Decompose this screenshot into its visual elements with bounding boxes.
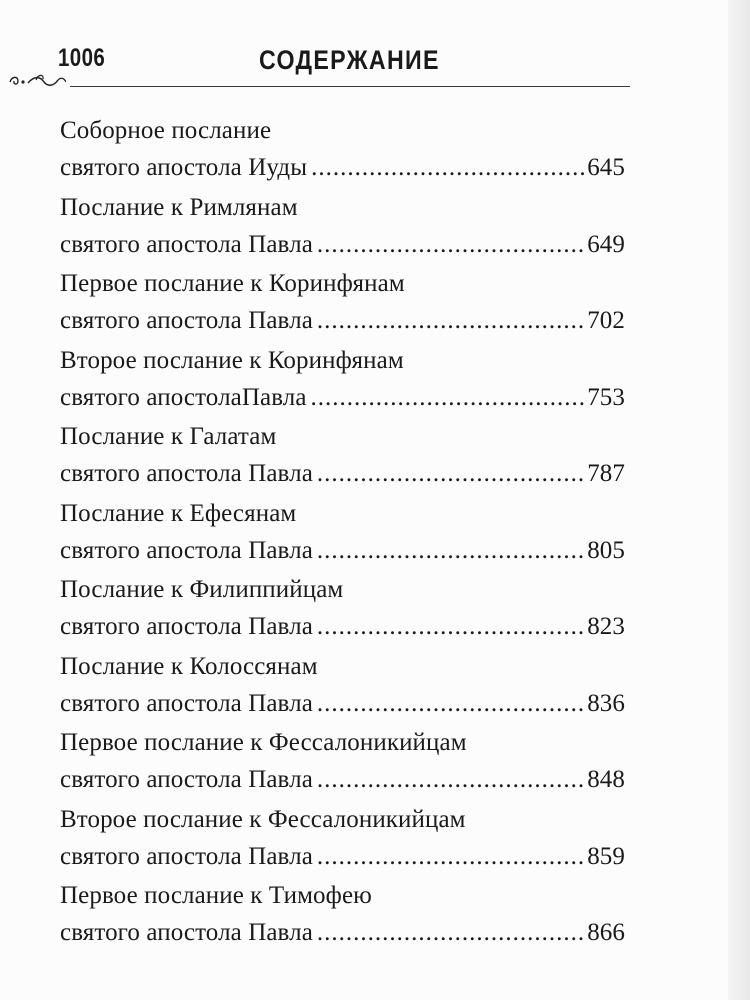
flourish-ornament-icon bbox=[6, 70, 66, 90]
toc-entry-subtitle: святого апостола Павла bbox=[60, 613, 313, 640]
toc-entry-page-number: 805 bbox=[587, 536, 625, 564]
dot-leader bbox=[317, 838, 585, 875]
toc-entry-title: Послание к Филиппийцам bbox=[60, 576, 344, 603]
toc-entry bbox=[60, 418, 625, 495]
toc-entry-title: Первое послание к Фессалоникийцам bbox=[60, 729, 467, 756]
toc-entry bbox=[60, 801, 625, 878]
toc-entry-line bbox=[60, 685, 625, 722]
dot-leader bbox=[317, 532, 585, 569]
toc-entry-line bbox=[60, 532, 625, 569]
page-header bbox=[0, 0, 750, 100]
toc-entry-page-number: 753 bbox=[587, 383, 625, 411]
dot-leader bbox=[317, 302, 585, 339]
toc-entry-subtitle: святого апостола Иуды bbox=[60, 154, 308, 181]
toc-entry-line bbox=[60, 608, 625, 645]
page-number: 1006 bbox=[58, 44, 106, 72]
toc-entry-line bbox=[60, 149, 625, 186]
toc-entry-page-number: 866 bbox=[587, 919, 625, 946]
dot-leader bbox=[311, 379, 586, 416]
toc-entry-line bbox=[60, 379, 625, 416]
toc-entry bbox=[60, 265, 625, 342]
page-edge-shadow bbox=[728, 0, 750, 1000]
dot-leader bbox=[317, 608, 585, 645]
toc-entry-subtitle: святого апостола Павла bbox=[60, 307, 313, 334]
toc-entry-page-number: 848 bbox=[587, 766, 625, 793]
toc-entry-line bbox=[60, 455, 625, 492]
header-rule bbox=[70, 86, 630, 87]
dot-leader bbox=[317, 685, 585, 722]
dot-leader bbox=[317, 226, 585, 263]
toc-entry-line bbox=[60, 838, 625, 875]
toc-entry bbox=[60, 495, 625, 572]
toc-entry bbox=[60, 877, 625, 954]
toc-entry-subtitle: святого апостола Павла bbox=[60, 536, 313, 564]
toc-entry bbox=[60, 189, 625, 266]
toc-entry-line bbox=[60, 914, 625, 951]
toc-entry-title: Послание к Римлянам bbox=[60, 193, 298, 221]
toc-entry-subtitle: святого апостола Павла bbox=[60, 689, 313, 717]
dot-leader bbox=[317, 761, 585, 798]
dot-leader bbox=[317, 455, 585, 492]
toc-entry-page-number: 787 bbox=[587, 460, 625, 487]
toc-entry-title: Послание к Галатам bbox=[60, 423, 277, 450]
toc-entry-title: Соборное послание bbox=[60, 117, 272, 144]
toc-entry-page-number: 649 bbox=[587, 230, 625, 258]
toc-entry-title: Первое послание к Тимофею bbox=[60, 882, 372, 909]
toc-entry-page-number: 859 bbox=[587, 842, 625, 870]
toc-entry-subtitle: святого апостолаПавла bbox=[60, 383, 307, 411]
toc-entry-line bbox=[60, 302, 625, 339]
toc-entry-subtitle: святого апостола Павла bbox=[60, 842, 313, 870]
toc-entry bbox=[60, 342, 625, 419]
toc-entry bbox=[60, 648, 625, 725]
toc-entry-page-number: 836 bbox=[587, 689, 625, 717]
toc-entry-title: Второе послание к Фессалоникийцам bbox=[60, 805, 466, 833]
dot-leader bbox=[317, 914, 585, 951]
toc-entry-page-number: 645 bbox=[587, 154, 625, 181]
toc-entry-title: Послание к Колоссянам bbox=[60, 652, 318, 680]
running-title: СОДЕРЖАНИЕ bbox=[259, 45, 440, 75]
toc-entry-title: Второе послание к Коринфянам bbox=[60, 346, 404, 374]
table-of-contents bbox=[60, 112, 625, 954]
toc-entry-title: Первое послание к Коринфянам bbox=[60, 270, 405, 297]
toc-entry bbox=[60, 112, 625, 189]
toc-entry-subtitle: святого апостола Павла bbox=[60, 919, 313, 946]
toc-entry-page-number: 823 bbox=[587, 613, 625, 640]
toc-entry-subtitle: святого апостола Павла bbox=[60, 766, 313, 793]
toc-entry-subtitle: святого апостола Павла bbox=[60, 230, 313, 258]
toc-entry-line bbox=[60, 761, 625, 798]
toc-entry-title: Послание к Ефесянам bbox=[60, 499, 297, 527]
toc-entry-subtitle: святого апостола Павла bbox=[60, 460, 313, 487]
toc-entry-line bbox=[60, 226, 625, 263]
toc-entry-page-number: 702 bbox=[587, 307, 625, 334]
dot-leader bbox=[311, 149, 585, 186]
toc-entry bbox=[60, 571, 625, 648]
toc-entry bbox=[60, 724, 625, 801]
